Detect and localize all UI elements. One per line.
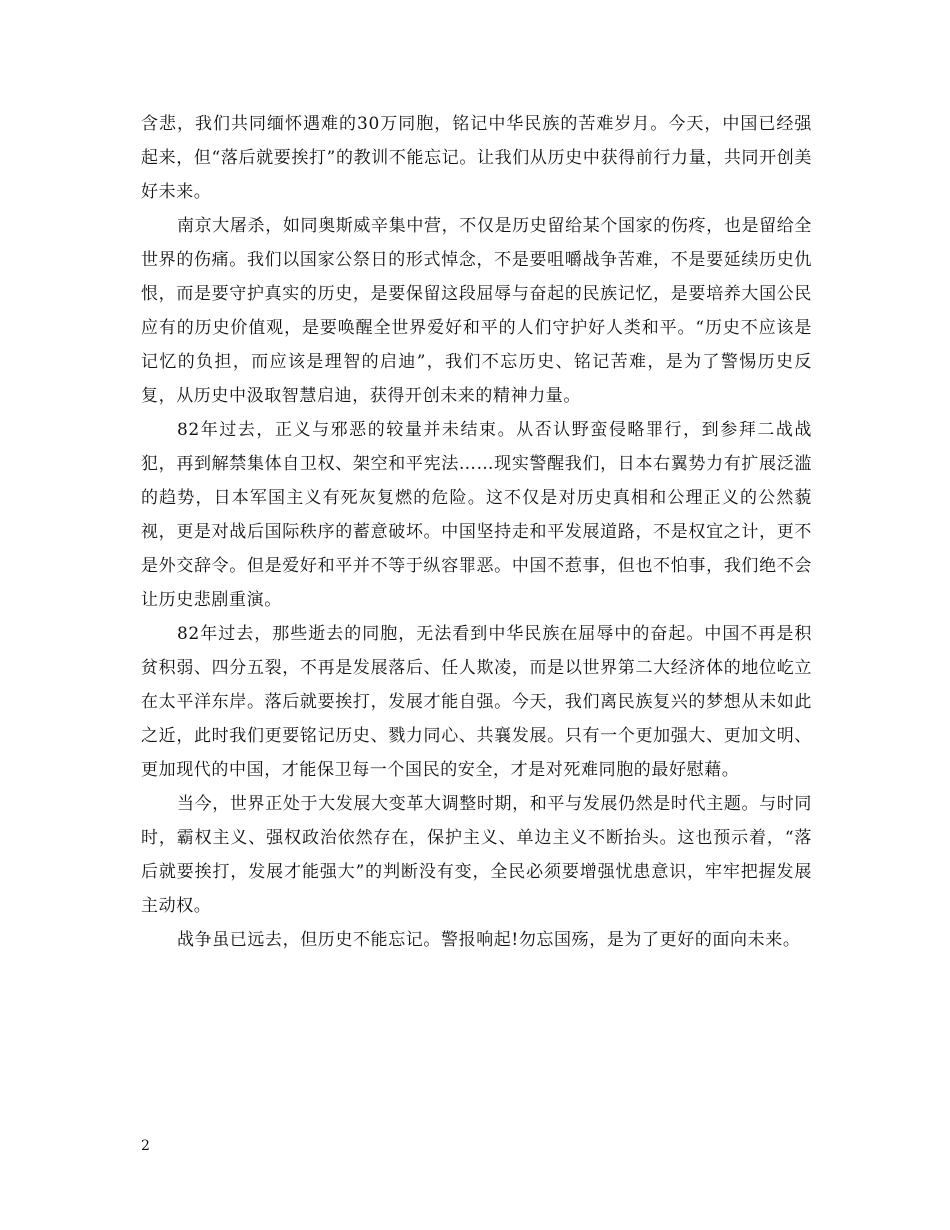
document-body bbox=[141, 107, 812, 957]
page-number: 2 bbox=[141, 1138, 150, 1154]
paragraph-1: 含悲，我们共同缅怀遇难的30万同胞，铭记中华民族的苦难岁月。今天，中国已经强起来，但“落后就要挨打”的教训不能忘记。让我们从历史中获得前行力量，共同开创美好未来。 bbox=[141, 114, 812, 202]
paragraph-6: 战争虽已远去，但历史不能忘记。警报响起!勿忘国殇，是为了更好的面向未来。 bbox=[177, 930, 801, 950]
paragraph-4: 82年过去，那些逝去的同胞，无法看到中华民族在屈辱中的奋起。中国不再是积贫积弱、四分五裂，不再是发展落后、任人欺凌，而是以世界第二大经济体的地位屹立在太平洋东岸。落后就要挨打，发展才能自强。今天，我们离民族复兴的梦想从未如此之近，此时我们更要铭记历史、戮力同心、共襄发展。只有一个更加强大、更加文明、更加现代的中国，才能保卫每一个国民的安全，才是对死难同胞的最好慰藉。 bbox=[141, 624, 812, 780]
paragraph-2: 南京大屠杀，如同奥斯威辛集中营，不仅是历史留给某个国家的伤疼，也是留给全世界的伤痛。我们以国家公祭日的形式悼念，不是要咀嚼战争苦难，不是要延续历史仇恨，而是要守护真实的历史，是要保留这段屈辱与奋起的民族记忆，是要培养大国公民应有的历史价值观，是要唤醒全世界爱好和平的人们守护好人类和平。“历史不应该是记忆的负担，而应该是理智的启迪”，我们不忘历史、铭记苦难，是为了警惕历史反复，从历史中汲取智慧启迪，获得开创未来的精神力量。 bbox=[141, 216, 812, 406]
paragraph-3: 82年过去，正义与邪恶的较量并未结束。从否认野蛮侵略罪行，到参拜二战战犯，再到解禁集体自卫权、架空和平宪法……现实警醒我们，日本右翼势力有扩展泛滥的趋势，日本军国主义有死灰复燃的危险。这不仅是对历史真相和公理正义的公然藐视，更是对战后国际秩序的蓄意破坏。中国坚持走和平发展道路，不是权宜之计，更不是外交辞令。但是爱好和平并不等于纵容罪恶。中国不惹事，但也不怕事，我们绝不会让历史悲剧重演。 bbox=[141, 420, 812, 610]
paragraph-5: 当今，世界正处于大发展大变革大调整时期，和平与发展仍然是时代主题。与时同时，霸权主义、强权政治依然存在，保护主义、单边主义不断抬头。这也预示着，“落后就要挨打，发展才能强大”的判断没有变，全民必须要增强忧患意识，牢牢把握发展主动权。 bbox=[141, 794, 812, 916]
